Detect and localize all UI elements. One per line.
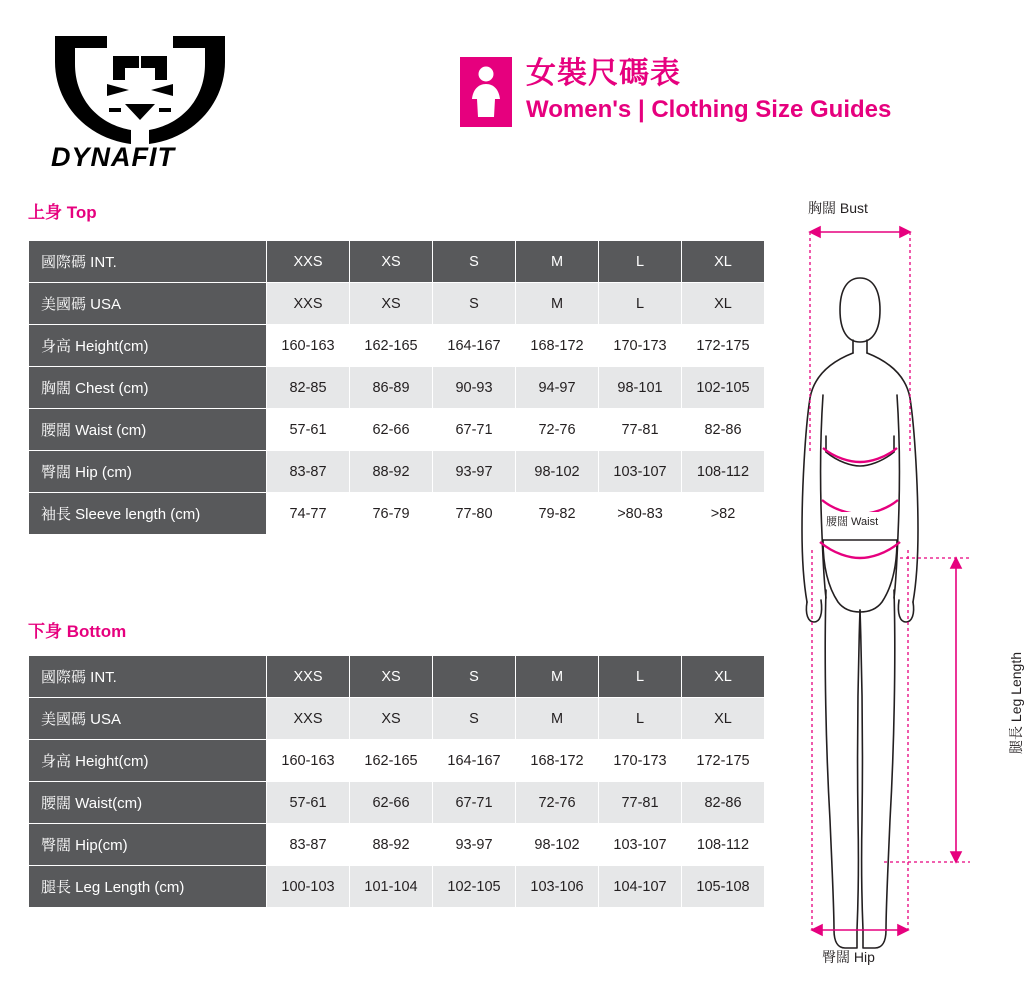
cell: S <box>433 241 516 283</box>
cell: XL <box>682 698 765 740</box>
size-table-top <box>28 240 765 535</box>
page-header <box>0 0 1000 185</box>
table-row <box>29 740 765 782</box>
body-figure-illustration <box>760 190 1000 980</box>
table-row <box>29 451 765 493</box>
cell: S <box>433 656 516 698</box>
cell: 77-81 <box>599 409 682 451</box>
cell: >82 <box>682 493 765 535</box>
cell: 93-97 <box>433 824 516 866</box>
header-title-block <box>460 57 891 127</box>
cell: 108-112 <box>682 451 765 493</box>
cell: XL <box>682 656 765 698</box>
table-row <box>29 866 765 908</box>
figure-label-leg-length: 腿長 Leg Length <box>1008 652 1024 754</box>
dynafit-logo <box>45 28 245 173</box>
cell: 74-77 <box>267 493 350 535</box>
figure-label-waist: 腰闊 Waist <box>824 512 880 530</box>
table-row <box>29 241 765 283</box>
cell: 103-107 <box>599 824 682 866</box>
cell: 82-86 <box>682 782 765 824</box>
cell: 105-108 <box>682 866 765 908</box>
section-heading-bottom: 下身 Bottom <box>28 622 127 641</box>
cell: 98-102 <box>516 451 599 493</box>
cell: 83-87 <box>267 451 350 493</box>
cell: 104-107 <box>599 866 682 908</box>
cell: 82-85 <box>267 367 350 409</box>
cell: XL <box>682 241 765 283</box>
cell: XXS <box>267 698 350 740</box>
cell: 77-80 <box>433 493 516 535</box>
cell: 72-76 <box>516 409 599 451</box>
table-row <box>29 782 765 824</box>
section-heading-top: 上身 Top <box>28 203 97 222</box>
female-body-measurement-diagram <box>760 190 1024 980</box>
woman-figure-icon <box>460 57 512 127</box>
cell: 162-165 <box>350 325 433 367</box>
table-row <box>29 656 765 698</box>
row-label: 美國碼 USA <box>29 283 267 325</box>
table-row <box>29 283 765 325</box>
row-label: 袖長 Sleeve length (cm) <box>29 493 267 535</box>
cell: 82-86 <box>682 409 765 451</box>
cell: M <box>516 283 599 325</box>
cell: 108-112 <box>682 824 765 866</box>
cell: 88-92 <box>350 451 433 493</box>
cell: XS <box>350 656 433 698</box>
cell: 72-76 <box>516 782 599 824</box>
dynafit-leopard-logo-icon <box>45 28 245 173</box>
table-row <box>29 698 765 740</box>
row-label: 身高 Height(cm) <box>29 740 267 782</box>
cell: 98-101 <box>599 367 682 409</box>
cell: 98-102 <box>516 824 599 866</box>
cell: 83-87 <box>267 824 350 866</box>
cell: 103-106 <box>516 866 599 908</box>
cell: 172-175 <box>682 325 765 367</box>
cell: 67-71 <box>433 782 516 824</box>
table-row <box>29 409 765 451</box>
cell: 93-97 <box>433 451 516 493</box>
cell: 102-105 <box>433 866 516 908</box>
cell: L <box>599 656 682 698</box>
table-row <box>29 493 765 535</box>
row-label: 腰闊 Waist (cm) <box>29 409 267 451</box>
cell: 79-82 <box>516 493 599 535</box>
cell: 164-167 <box>433 325 516 367</box>
cell: 164-167 <box>433 740 516 782</box>
cell: 170-173 <box>599 325 682 367</box>
cell: L <box>599 283 682 325</box>
cell: XS <box>350 283 433 325</box>
cell: 62-66 <box>350 782 433 824</box>
cell: S <box>433 283 516 325</box>
page-title-en: Women's | Clothing Size Guides <box>526 96 892 123</box>
cell: 170-173 <box>599 740 682 782</box>
cell: >80-83 <box>599 493 682 535</box>
cell: 102-105 <box>682 367 765 409</box>
cell: 88-92 <box>350 824 433 866</box>
row-label: 臀闊 Hip(cm) <box>29 824 267 866</box>
row-label: 腰闊 Waist(cm) <box>29 782 267 824</box>
cell: 86-89 <box>350 367 433 409</box>
table-row <box>29 367 765 409</box>
cell: 90-93 <box>433 367 516 409</box>
cell: M <box>516 698 599 740</box>
row-label: 胸闊 Chest (cm) <box>29 367 267 409</box>
cell: 168-172 <box>516 325 599 367</box>
figure-label-bust: 胸闊 Bust <box>808 200 868 216</box>
cell: L <box>599 698 682 740</box>
row-label: 美國碼 USA <box>29 698 267 740</box>
cell: XS <box>350 241 433 283</box>
cell: XL <box>682 283 765 325</box>
page-title-cn: 女裝尺碼表 <box>526 57 681 90</box>
cell: 57-61 <box>267 782 350 824</box>
cell: 103-107 <box>599 451 682 493</box>
cell: L <box>599 241 682 283</box>
table-row <box>29 824 765 866</box>
cell: S <box>433 698 516 740</box>
cell: 76-79 <box>350 493 433 535</box>
brand-wordmark: DYNAFIT <box>51 142 175 172</box>
cell: XXS <box>267 241 350 283</box>
cell: 101-104 <box>350 866 433 908</box>
cell: 57-61 <box>267 409 350 451</box>
cell: M <box>516 241 599 283</box>
cell: 77-81 <box>599 782 682 824</box>
cell: 162-165 <box>350 740 433 782</box>
cell: M <box>516 656 599 698</box>
cell: XXS <box>267 656 350 698</box>
cell: 62-66 <box>350 409 433 451</box>
cell: 100-103 <box>267 866 350 908</box>
cell: 160-163 <box>267 325 350 367</box>
cell: 168-172 <box>516 740 599 782</box>
cell: 172-175 <box>682 740 765 782</box>
row-label: 身高 Height(cm) <box>29 325 267 367</box>
cell: 94-97 <box>516 367 599 409</box>
row-label: 腿長 Leg Length (cm) <box>29 866 267 908</box>
cell: 160-163 <box>267 740 350 782</box>
size-table-bottom <box>28 655 765 908</box>
table-row <box>29 325 765 367</box>
row-label: 國際碼 INT. <box>29 241 267 283</box>
cell: 67-71 <box>433 409 516 451</box>
row-label: 國際碼 INT. <box>29 656 267 698</box>
cell: XS <box>350 698 433 740</box>
row-label: 臀闊 Hip (cm) <box>29 451 267 493</box>
figure-label-hip: 臀闊 Hip <box>822 949 875 965</box>
cell: XXS <box>267 283 350 325</box>
